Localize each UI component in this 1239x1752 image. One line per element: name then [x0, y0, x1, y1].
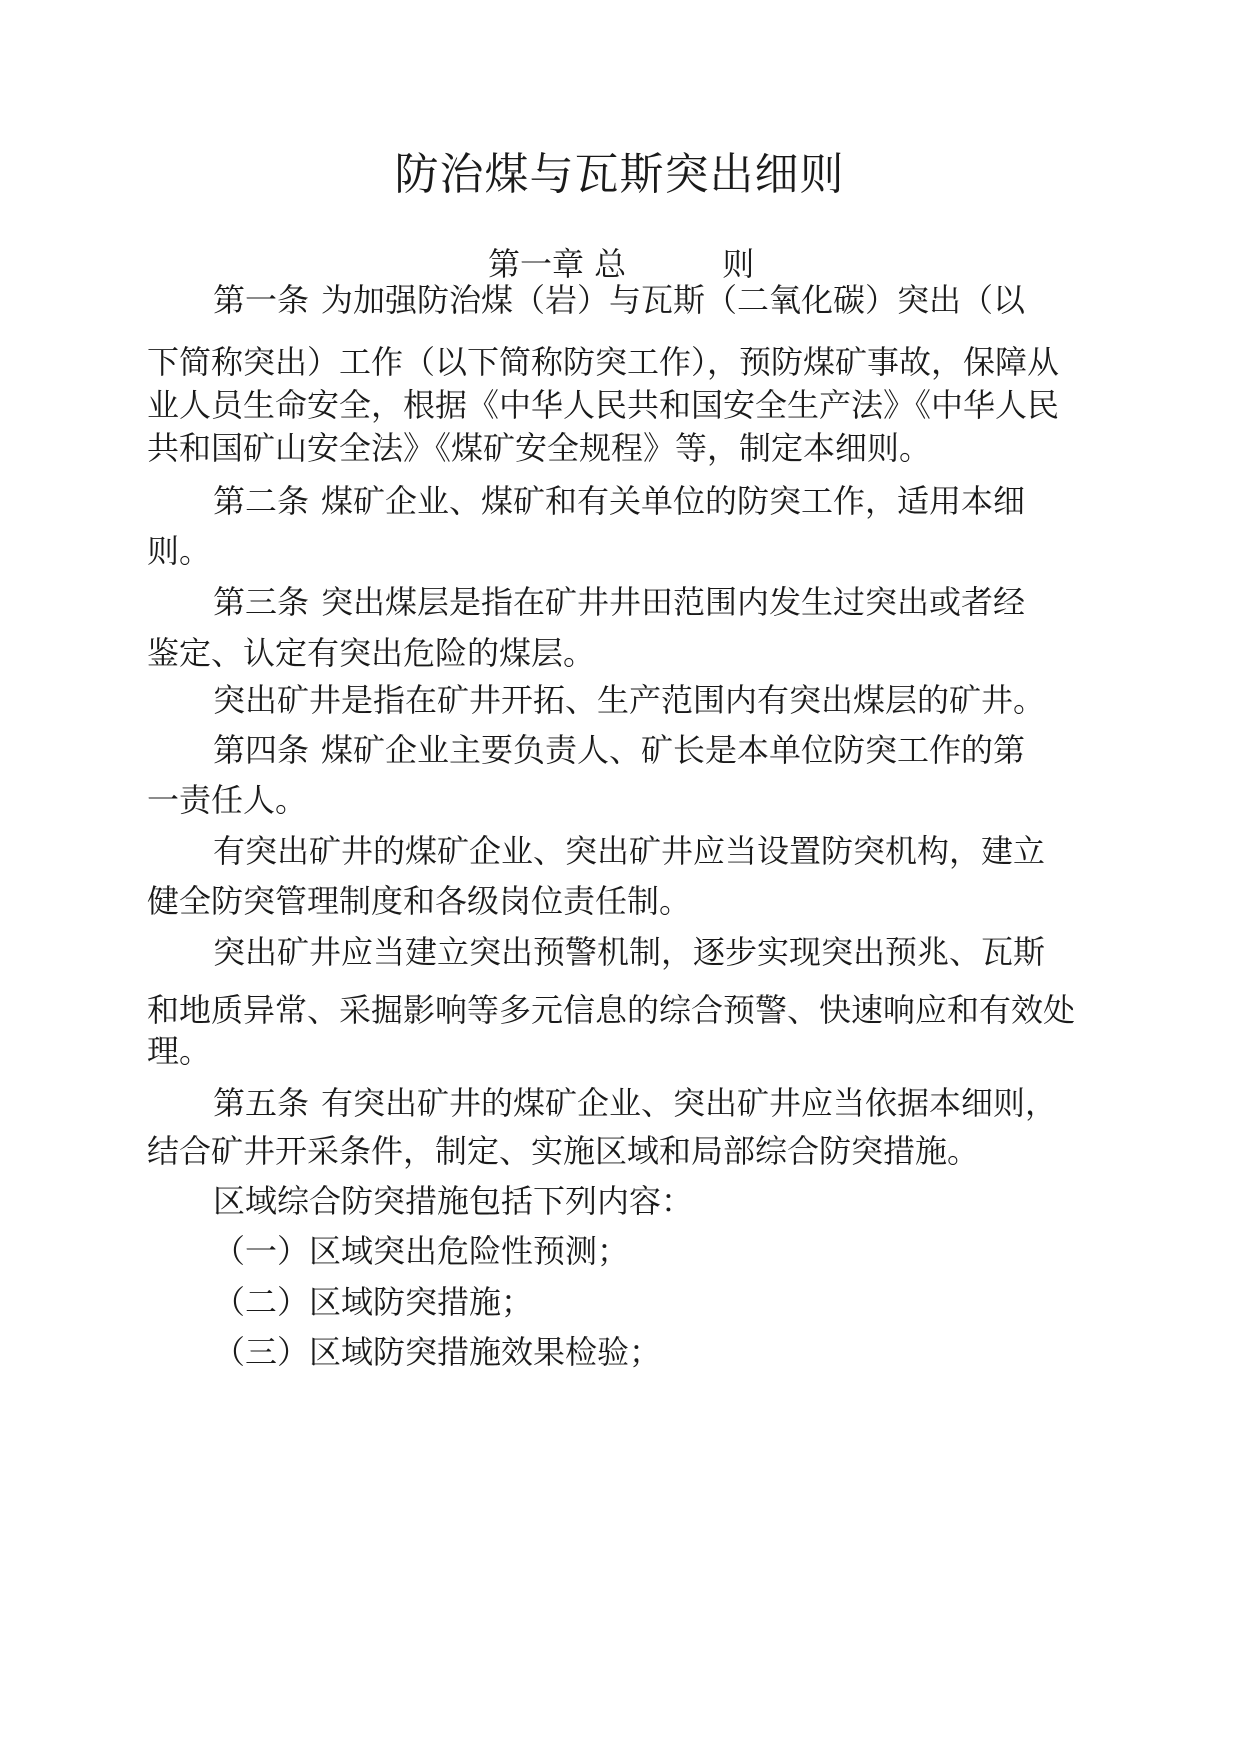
article-1-line-4: 共和国矿山安全法》《煤矿安全规程》等，制定本细则。 — [147, 429, 932, 467]
article-5-para-2: 区域综合防突措施包括下列内容： — [213, 1182, 694, 1220]
article-4-para-3-line-1: 突出矿井应当建立突出预警机制，逐步实现突出预兆、瓦斯 — [213, 933, 1046, 971]
list-item: （三）区域防突措施效果检验； — [213, 1333, 662, 1371]
article-1-line-2: 下简称突出）工作（以下简称防突工作），预防煤矿事故，保障从 — [147, 343, 1060, 381]
document-title: 防治煤与瓦斯突出细则 — [394, 149, 845, 200]
chapter-heading — [488, 244, 754, 284]
chapter-heading-part2: 则 — [722, 245, 755, 283]
article-1-line-3: 业人员生命安全，根据《中华人民共和国安全生产法》《中华人民 — [147, 386, 1060, 424]
article-2-line-2: 则。 — [147, 532, 212, 570]
article-3-para-2: 突出矿井是指在矿井开拓、生产范围内有突出煤层的矿井。 — [213, 681, 1046, 719]
list-item: （一）区域突出危险性预测； — [213, 1232, 630, 1270]
paragraph-text: 有突出矿井的煤矿企业、突出矿井应当依据本细则， — [321, 1084, 1058, 1122]
paragraph-text: 为加强防治煤（岩）与瓦斯（二氧化碳）突出（以 — [321, 281, 1026, 319]
article-label: 第三条 — [213, 583, 310, 621]
article-4-line-2: 一责任人。 — [147, 781, 308, 819]
paragraph-text: 突出煤层是指在矿井井田范围内发生过突出或者经 — [321, 583, 1026, 621]
paragraph-text: 煤矿企业、煤矿和有关单位的防突工作，适用本细 — [321, 482, 1026, 520]
paragraph-text: 煤矿企业主要负责人、矿长是本单位防突工作的第 — [321, 731, 1026, 769]
article-2-line-1 — [213, 481, 1025, 521]
article-4-line-1 — [213, 730, 1025, 770]
article-label: 第五条 — [213, 1084, 310, 1122]
article-3-line-2: 鉴定、认定有突出危险的煤层。 — [147, 634, 596, 672]
article-5-line-1 — [213, 1083, 1057, 1123]
article-4-para-2-line-2: 健全防突管理制度和各级岗位责任制。 — [147, 882, 692, 920]
article-label: 第二条 — [213, 482, 310, 520]
article-label: 第四条 — [213, 731, 310, 769]
article-3-line-1 — [213, 582, 1025, 622]
article-1-line-1 — [213, 280, 1025, 320]
article-label: 第一条 — [213, 281, 310, 319]
article-4-para-3-line-2: 和地质异常、采掘影响等多元信息的综合预警、快速响应和有效处 — [147, 991, 1076, 1029]
chapter-heading-part1: 第一章 总 — [488, 245, 627, 283]
article-4-para-2-line-1: 有突出矿井的煤矿企业、突出矿井应当设置防突机构，建立 — [213, 832, 1046, 870]
list-item: （二）区域防突措施； — [213, 1283, 534, 1321]
article-5-line-2: 结合矿井开采条件，制定、实施区域和局部综合防突措施。 — [147, 1132, 980, 1170]
article-4-para-3-line-3: 理。 — [147, 1032, 212, 1070]
